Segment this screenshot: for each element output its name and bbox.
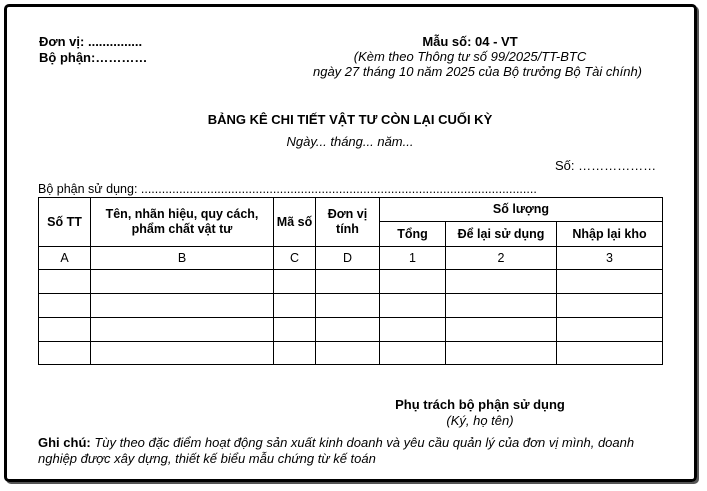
header-so-luong: Số lượng xyxy=(380,198,663,222)
table-cell[interactable] xyxy=(39,294,91,318)
table-cell[interactable] xyxy=(380,342,446,365)
table-cell[interactable] xyxy=(446,270,557,294)
table-cell[interactable] xyxy=(39,342,91,365)
header-ma-so: Mã số xyxy=(274,198,316,247)
table-row xyxy=(39,294,663,318)
signature-instruction: (Ký, họ tên) xyxy=(446,413,514,428)
circular-reference: (Kèm theo Thông tư số 99/2025/TT-BTC xyxy=(353,49,587,64)
circular-date: ngày 27 tháng 10 năm 2025 của Bộ trưởng Bộ Tài chính) xyxy=(312,64,643,79)
header-nhap-lai-kho: Nhập lại kho xyxy=(557,222,663,247)
table-cell[interactable] xyxy=(557,270,663,294)
table-cell[interactable] xyxy=(274,294,316,318)
bo-phan-su-dung: Bộ phận sử dụng: .................................................................................................................. xyxy=(38,182,537,196)
note-text-line1: Tùy theo đặc điểm hoạt động sản xuất kinh doanh và yêu cầu quản lý của đơn vị mình, doanh xyxy=(90,435,635,450)
header-ten-vat-tu: Tên, nhãn hiệu, quy cách, phẩm chất vật tư xyxy=(91,198,274,247)
code-cell: A xyxy=(39,247,91,270)
table-cell[interactable] xyxy=(316,270,380,294)
table-cell[interactable] xyxy=(380,270,446,294)
table-cell[interactable] xyxy=(557,342,663,365)
table-cell[interactable] xyxy=(446,318,557,342)
table-cell[interactable] xyxy=(446,342,557,365)
code-cell: B xyxy=(91,247,274,270)
code-cell: C xyxy=(274,247,316,270)
document-number: Số: ……………… xyxy=(555,158,657,173)
table-row xyxy=(39,270,663,294)
table-cell[interactable] xyxy=(91,270,274,294)
table-cell[interactable] xyxy=(39,318,91,342)
table-cell[interactable] xyxy=(557,294,663,318)
header-de-lai-su-dung: Để lại sử dụng xyxy=(446,222,557,247)
table-cell[interactable] xyxy=(446,294,557,318)
table-cell[interactable] xyxy=(274,342,316,365)
table-cell[interactable] xyxy=(316,318,380,342)
table-cell[interactable] xyxy=(274,318,316,342)
date-line: Ngày... tháng... năm... xyxy=(286,134,414,149)
table-cell[interactable] xyxy=(557,318,663,342)
table-cell[interactable] xyxy=(274,270,316,294)
note xyxy=(38,435,634,450)
don-vi-field: Đơn vị: ............... xyxy=(39,34,143,49)
table-cell[interactable] xyxy=(380,318,446,342)
note-label: Ghi chú: xyxy=(38,435,91,450)
code-cell: D xyxy=(316,247,380,270)
signature-title: Phụ trách bộ phận sử dụng xyxy=(395,397,565,412)
table-row xyxy=(39,318,663,342)
table-cell[interactable] xyxy=(316,342,380,365)
table-cell[interactable] xyxy=(91,294,274,318)
form-number: Mẫu số: 04 - VT xyxy=(422,34,518,49)
code-cell: 3 xyxy=(557,247,663,270)
bo-phan-field: Bộ phận:………… xyxy=(39,50,148,65)
table-row xyxy=(39,342,663,365)
table-cell[interactable] xyxy=(316,294,380,318)
table-cell[interactable] xyxy=(91,342,274,365)
code-cell: 2 xyxy=(446,247,557,270)
column-code-row xyxy=(39,247,663,270)
header-so-tt: Số TT xyxy=(39,198,91,247)
header-tong: Tổng xyxy=(380,222,446,247)
table-cell[interactable] xyxy=(39,270,91,294)
materials-table xyxy=(38,197,663,365)
table-cell[interactable] xyxy=(91,318,274,342)
note-text-line2: nghiệp được xây dựng, thiết kế biểu mẫu chứng từ kế toán xyxy=(38,451,376,466)
table-cell[interactable] xyxy=(380,294,446,318)
code-cell: 1 xyxy=(380,247,446,270)
header-don-vi-tinh: Đơn vị tính xyxy=(316,198,380,247)
page-title: BẢNG KÊ CHI TIẾT VẬT TƯ CÒN LẠI CUỐI KỲ xyxy=(207,112,493,127)
